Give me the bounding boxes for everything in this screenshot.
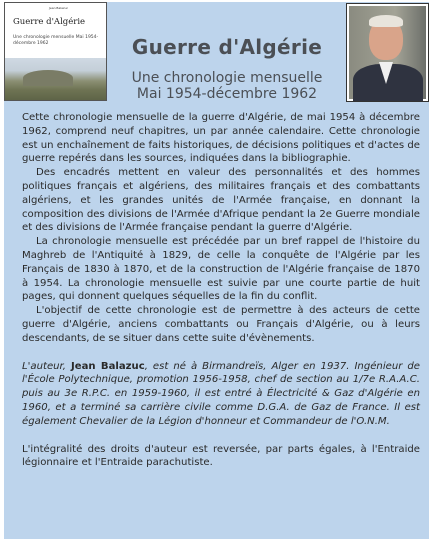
description-text [22, 111, 420, 470]
book-cover-thumbnail [4, 2, 107, 101]
cover-subtitle: Une chronologie mensuelle Mai 1954-décembre 1962 [13, 35, 99, 46]
page-title: Guerre d'Algérie [131, 35, 323, 59]
page-subtitle [109, 70, 345, 102]
paragraph-intro: Cette chronologie mensuelle de la guerre d'Algérie, de mai 1954 à décembre 1962, comprend neuf chapitres, un par année calendaire. Cette chronologie est un enchaînement de faits historiques, de décisions politiques et d'actes de guerre repérés dans les sources, indiquées dans la bibliographie. [22, 112, 420, 165]
cover-title: Guerre d'Algérie [13, 17, 86, 27]
paragraph-structure: La chronologie mensuelle est précédée par un bref rappel de l'histoire du Maghreb de l'Antiquité à 1829, de celle la conquête de l'Algérie par les Français de 1830 à 1870, et de la construction de l'Algérie française de 1870 à 1954. La chronologie mensuelle est suivie par une courte partie de huit pages, qui donnent quelques séquelles de la fin du conflit. [22, 236, 420, 303]
paragraph-objective: L'objectif de cette chronologie est de permettre à des acteurs de cette guerre d'Algérie, anciens combattants ou Français d'Algérie, ou à leurs descendants, de se situer dans cette suite d'évènements. [22, 305, 420, 344]
subtitle-line-2: Mai 1954-décembre 1962 [136, 86, 318, 102]
paragraph-encadres: Des encadrés mettent en valeur des personnalités et des hommes politiques français et algériens, des militaires français et des combattants algériens, et les grandes unités de l'Armée française, en donnant la composition des divisions de l'Armée d'Afrique pendant la 2e Guerre mondiale et des divisions de l'Armée française pendant la guerre d'Algérie. [22, 167, 420, 234]
subtitle-line-1: Une chronologie mensuelle [131, 70, 323, 86]
paragraph-royalties: L'intégralité des droits d'auteur est reversée, par parts égales, à l'Entraide légionnaire et l'Entraide parachutiste. [22, 443, 420, 469]
author-biography [22, 360, 420, 429]
cover-author: Jean Balazuc [49, 6, 69, 10]
bio-author-name: Jean Balazuc [70, 360, 145, 372]
bio-prefix: L'auteur, [22, 360, 71, 372]
bio-details: , est né à Birmandreïs, Alger en 1937. Ingénieur de l'École Polytechnique, promotion 1956-1958, chef de section au 1/7e R.A.A.C. puis au 3e R.P.C. en 1959-1960, il est entré à Électricité & Gaz d'Algérie en 1960, et a terminé sa carrière civile comme D.G.A. de Gaz de France. Il est également Chevalier de la Légion d'honneur et Commandeur de l'O.N.M. [22, 360, 421, 427]
cover-hill-image [23, 70, 73, 86]
author-portrait-photo [346, 3, 429, 102]
